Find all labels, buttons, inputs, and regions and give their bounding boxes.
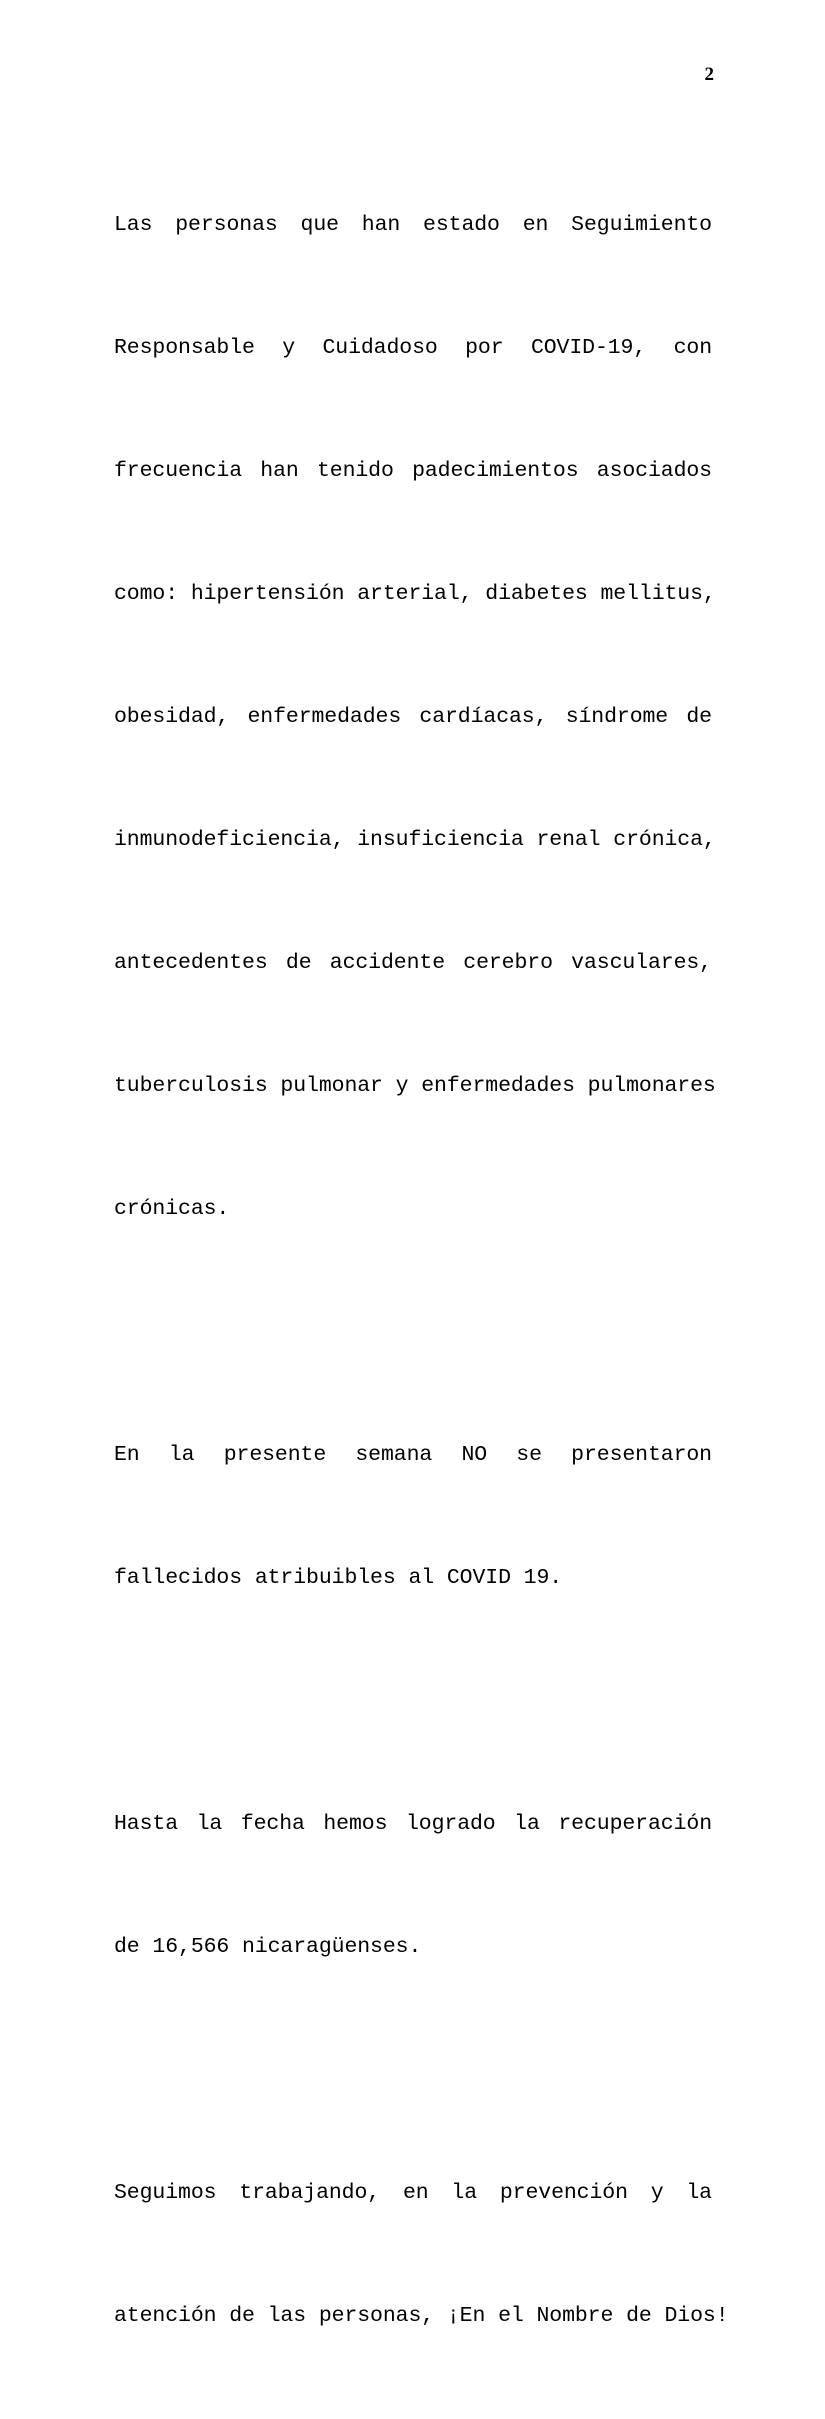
text-line: de 16,566 nicaragüenses. [114, 1935, 422, 1959]
text-line: En la presente semana NO se presentaron [114, 1443, 712, 1467]
text-line: Seguimos trabajando, en la prevención y la [114, 2181, 712, 2205]
text-line: antecedentes de accidente cerebro vasculares, [114, 951, 712, 975]
text-line: atención de las personas, ¡En el Nombre de Dios! [114, 2304, 729, 2328]
page-number: 2 [704, 64, 714, 85]
text-line: Las personas que han estado en Seguimiento [114, 213, 712, 237]
text-line: crónicas. [114, 1197, 230, 1221]
text-line: frecuencia han tenido padecimientos asociados [114, 459, 712, 483]
paragraph-deaths [114, 1353, 712, 1681]
text-line: como: hipertensión arterial, diabetes mellitus, [114, 582, 716, 606]
text-line: Hasta la fecha hemos logrado la recuperación [114, 1812, 712, 1836]
paragraph-closing [114, 2091, 729, 2419]
paragraph-comorbidities [114, 123, 716, 1312]
paragraph-recoveries [114, 1722, 712, 2050]
text-line: Responsable y Cuidadoso por COVID-19, con [114, 336, 712, 360]
text-line: inmunodeficiencia, insuficiencia renal crónica, [114, 828, 716, 852]
text-line: fallecidos atribuibles al COVID 19. [114, 1566, 563, 1590]
text-line: obesidad, enfermedades cardíacas, síndrome de [114, 705, 712, 729]
document-body [114, 123, 729, 2419]
text-line: tuberculosis pulmonar y enfermedades pulmonares [114, 1074, 716, 1098]
